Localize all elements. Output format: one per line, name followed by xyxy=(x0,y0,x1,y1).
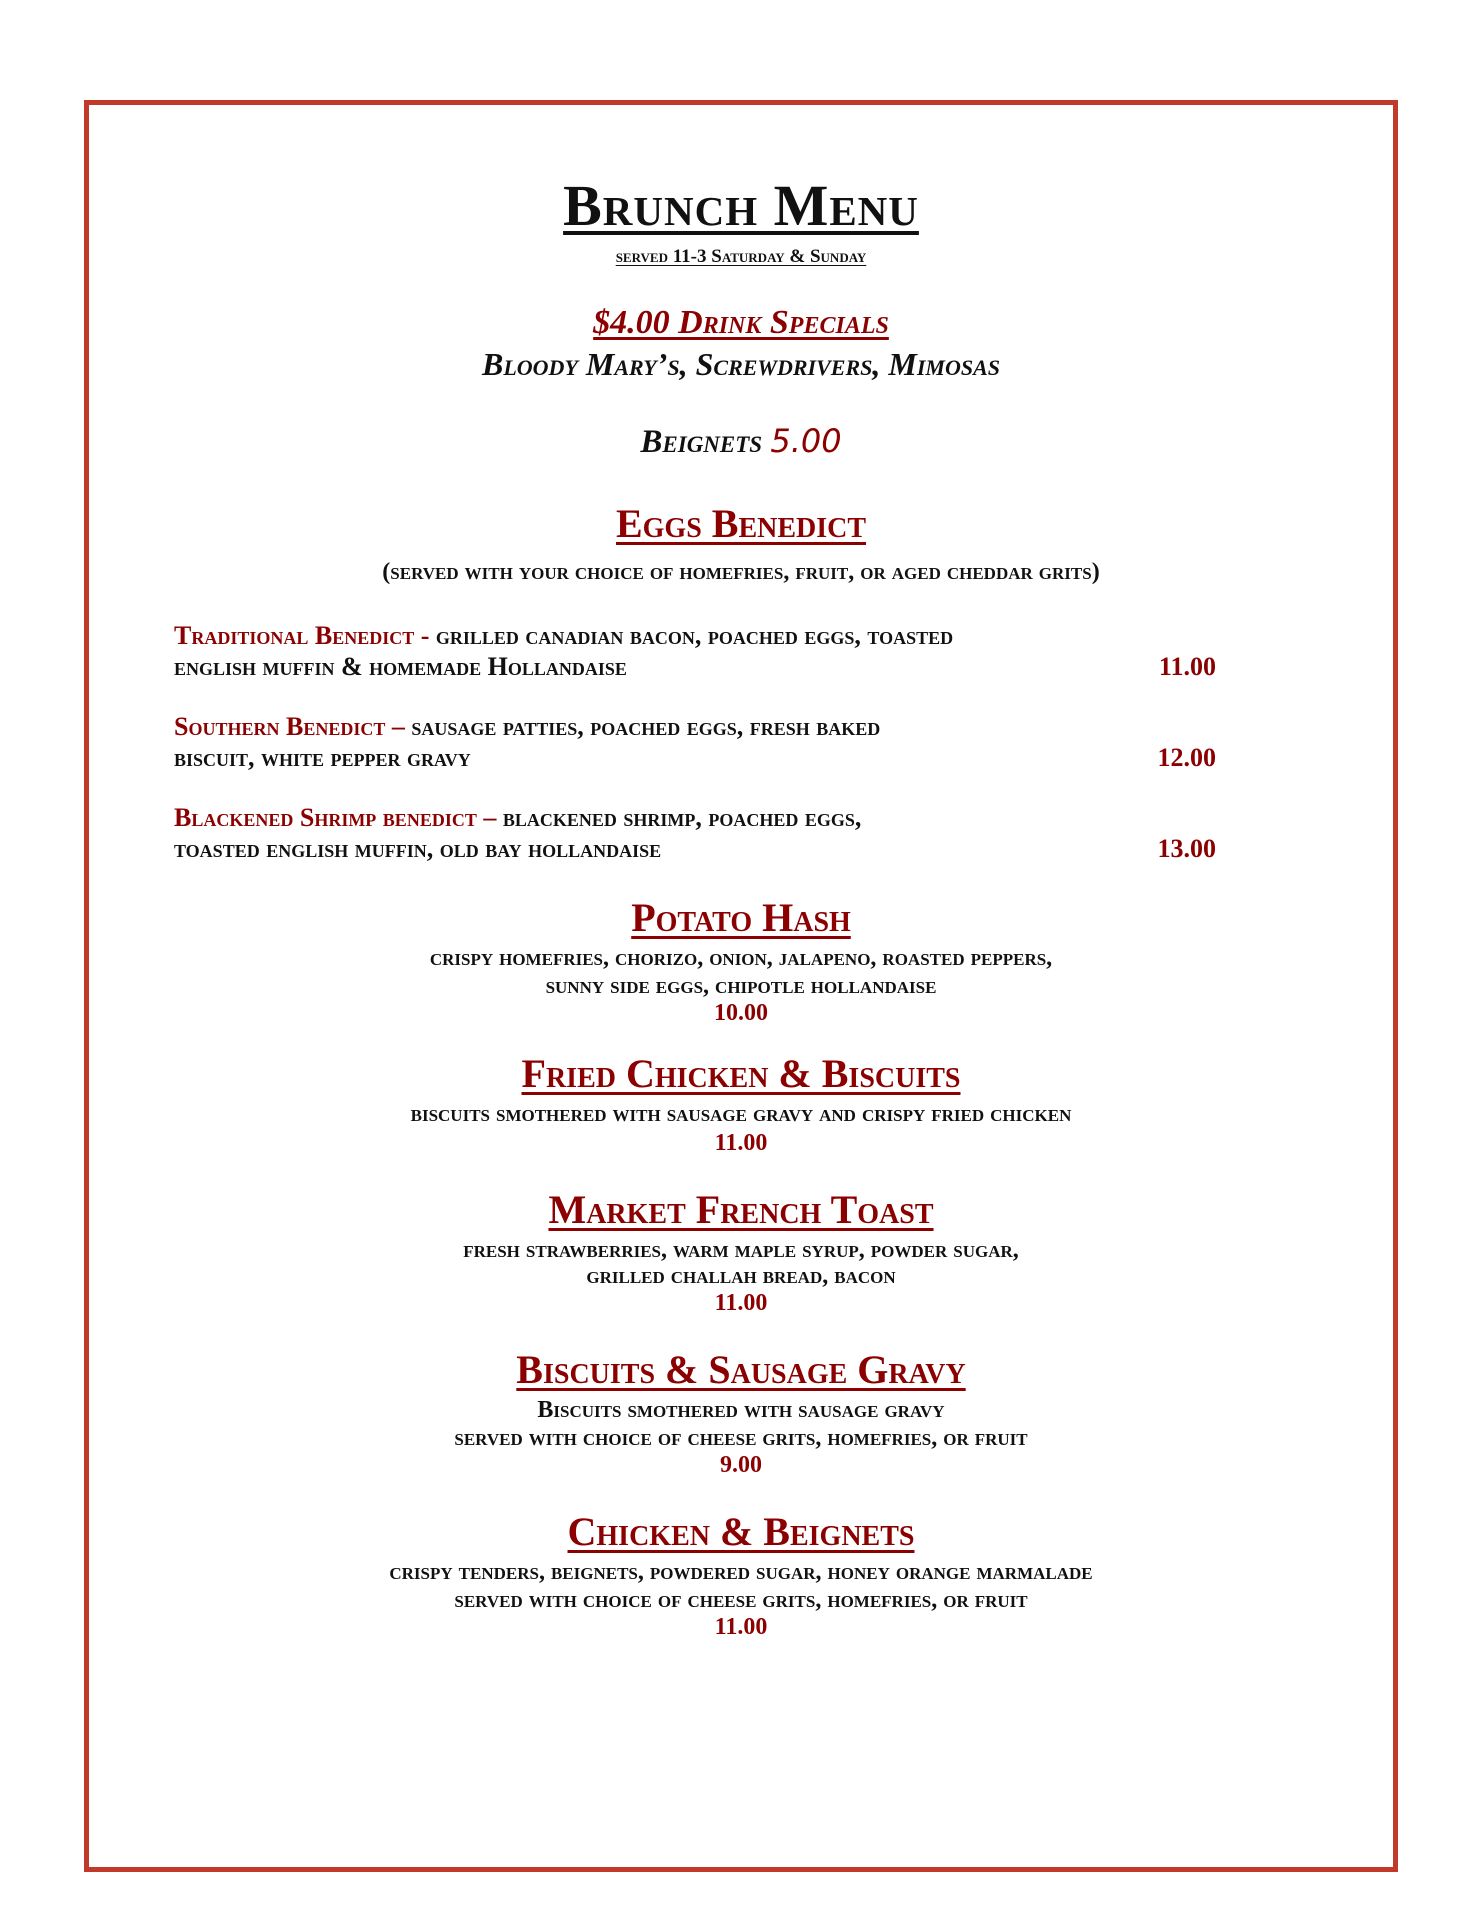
eggs-benedict-note: (served with your choice of homefries, fruit, or aged cheddar grits) xyxy=(382,559,1100,585)
eggs-benedict-heading: Eggs Benedict xyxy=(615,501,867,546)
item-price: 11.00 xyxy=(1158,652,1216,681)
item-description-line2: biscuit, white pepper gravy xyxy=(174,743,471,772)
fried-chicken-description: biscuits smothered with sausage gravy and crispy fried chicken xyxy=(410,1101,1072,1127)
southern-benedict-item xyxy=(174,711,1324,773)
fried-chicken-heading: Fried Chicken & Biscuits xyxy=(521,1051,961,1096)
potato-hash-price: 10.00 xyxy=(714,1000,768,1026)
potato-hash-description-2: sunny side eggs, chipotle hollandaise xyxy=(545,973,937,999)
drink-specials-heading: $4.00 Drink Specials xyxy=(593,304,889,341)
item-description: grilled canadian bacon, poached eggs, toasted xyxy=(435,621,954,650)
item-name: Southern Benedict – xyxy=(174,712,405,741)
beignets-line xyxy=(84,422,1398,461)
menu-title: Brunch Menu xyxy=(563,173,919,238)
chicken-beignets-heading: Chicken & Beignets xyxy=(567,1509,915,1554)
item-price: 13.00 xyxy=(1157,834,1216,863)
potato-hash-description-1: crispy homefries, chorizo, onion, jalapeno, roasted peppers, xyxy=(429,945,1053,971)
item-description: sausage patties, poached eggs, fresh baked xyxy=(411,712,881,741)
item-description-line2: english muffin & homemade Hollandaise xyxy=(174,652,627,681)
item-name: Blackened Shrimp benedict – xyxy=(174,803,497,832)
chicken-beignets-price: 11.00 xyxy=(714,1614,768,1640)
serving-hours: served 11-3 Saturday & Sunday xyxy=(615,246,867,267)
french-toast-description-1: fresh strawberries, warm maple syrup, powder sugar, xyxy=(463,1237,1019,1263)
item-description-line2: toasted english muffin, old bay hollandaise xyxy=(174,834,662,863)
french-toast-description-2: grilled challah bread, bacon xyxy=(586,1263,896,1289)
blackened-shrimp-benedict-item xyxy=(174,802,1324,864)
biscuits-gravy-price: 9.00 xyxy=(720,1452,762,1478)
french-toast-price: 11.00 xyxy=(714,1290,768,1316)
biscuits-gravy-description-1: Biscuits smothered with sausage gravy xyxy=(537,1397,945,1423)
chicken-beignets-description-2: served with choice of cheese grits, homefries, or fruit xyxy=(454,1587,1028,1613)
chicken-beignets-description-1: crispy tenders, beignets, powdered sugar, honey orange marmalade xyxy=(389,1559,1093,1585)
biscuits-gravy-description-2: served with choice of cheese grits, homefries, or fruit xyxy=(454,1425,1028,1451)
french-toast-heading: Market French Toast xyxy=(548,1187,934,1232)
beignets-price: 5.00 xyxy=(770,422,842,460)
beignets-label: Beignets xyxy=(640,424,763,460)
biscuits-gravy-heading: Biscuits & Sausage Gravy xyxy=(516,1347,966,1392)
potato-hash-heading: Potato Hash xyxy=(631,895,851,940)
item-description: blackened shrimp, poached eggs, xyxy=(502,803,862,832)
item-name: Traditional Benedict - xyxy=(174,621,430,650)
traditional-benedict-item xyxy=(174,620,1324,682)
drink-specials-list: Bloody Mary’s, Screwdrivers, Mimosas xyxy=(482,346,1000,382)
fried-chicken-price: 11.00 xyxy=(714,1130,768,1156)
item-price: 12.00 xyxy=(1157,743,1216,772)
